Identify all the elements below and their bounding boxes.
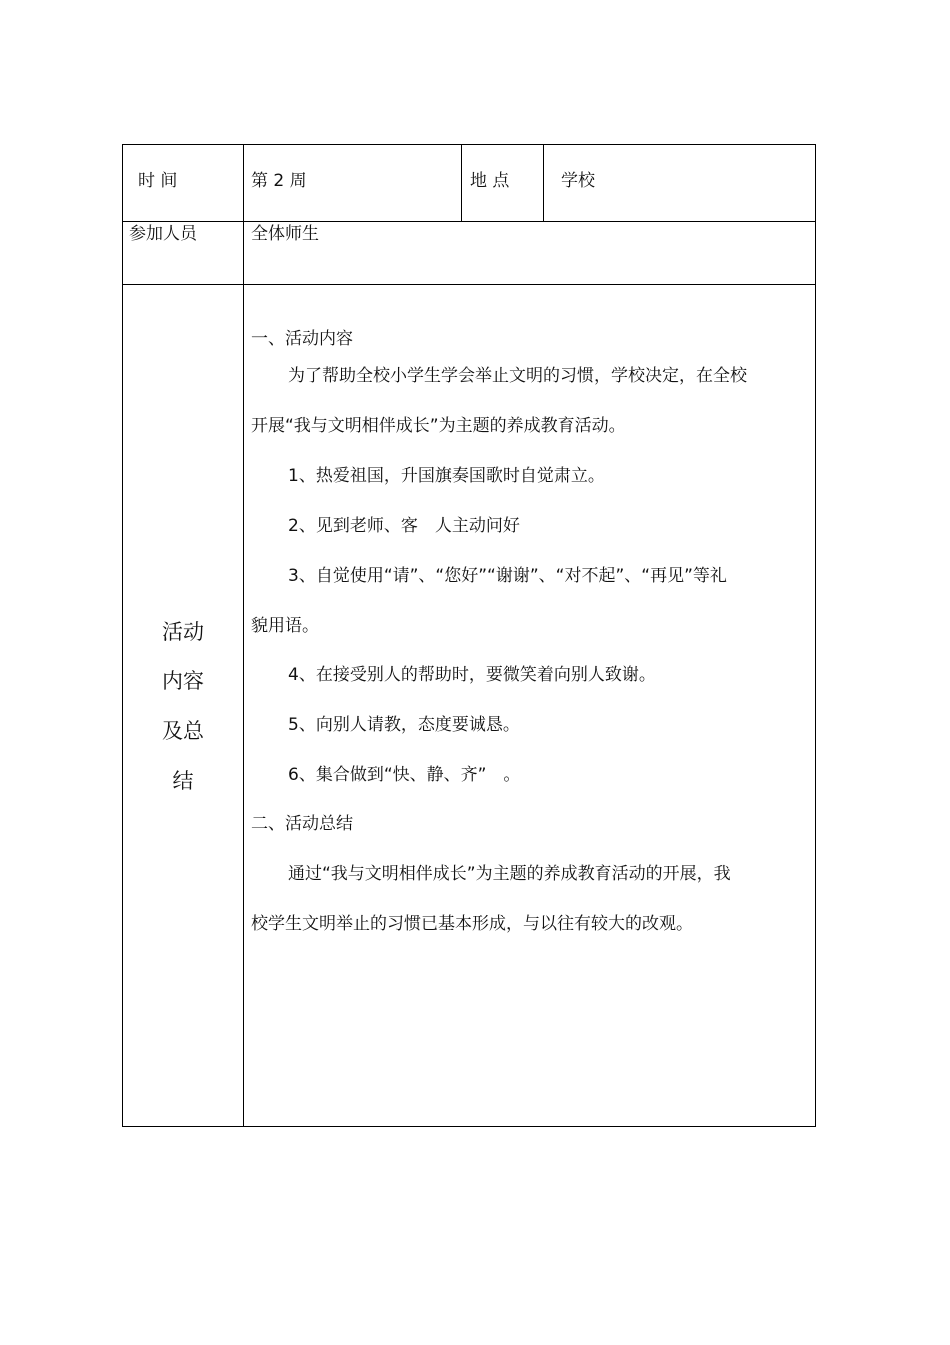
time-label: 时 间 — [138, 171, 178, 191]
table-col-divider-2 — [461, 144, 462, 222]
table-row-divider-1 — [122, 221, 816, 222]
place-label: 地 点 — [470, 171, 510, 191]
activity-side-label-1: 活动 — [162, 620, 204, 644]
list-item-1: 1、热爱祖国，升国旗奏国歌时自觉肃立。 — [288, 466, 605, 486]
table-border-left — [122, 144, 123, 1127]
time-value: 第 2 周 — [251, 171, 307, 191]
activity-side-label-4: 结 — [172, 769, 194, 793]
section-2-title: 二、活动总结 — [251, 814, 353, 834]
participants-value: 全体师生 — [251, 224, 319, 244]
intro-line-2: 开展“我与文明相伴成长”为主题的养成教育活动。 — [251, 416, 626, 436]
summary-line-2: 校学生文明举止的习惯已基本形成，与以往有较大的改观。 — [251, 914, 693, 934]
table-col-divider-3 — [543, 144, 544, 222]
section-1-title: 一、活动内容 — [251, 329, 353, 349]
list-item-6: 6、集合做到“快、静、齐” 。 — [288, 765, 521, 785]
list-item-2: 2、见到老师、客 人主动问好 — [288, 516, 520, 536]
intro-line-1: 为了帮助全校小学生学会举止文明的习惯，学校决定，在全校 — [288, 366, 747, 386]
list-item-4: 4、在接受别人的帮助时，要微笑着向别人致谢。 — [288, 665, 656, 685]
summary-line-1: 通过“我与文明相伴成长”为主题的养成教育活动的开展，我 — [288, 864, 731, 884]
table-border-right — [815, 144, 816, 1127]
list-item-5: 5、向别人请教，态度要诚恳。 — [288, 715, 520, 735]
list-item-3-line-2: 貌用语。 — [251, 616, 319, 636]
activity-side-label-2: 内容 — [162, 669, 204, 693]
place-value: 学校 — [561, 171, 595, 191]
table-col-divider-1 — [243, 144, 244, 1127]
participants-label: 参加人员 — [129, 224, 197, 244]
list-item-3-line-1: 3、自觉使用“请”、“您好”“谢谢”、“对不起”、“再见”等礼 — [288, 566, 727, 586]
activity-side-label-3: 及总 — [162, 719, 204, 743]
table-border-top — [122, 144, 816, 145]
table-row-divider-2 — [122, 284, 816, 285]
table-border-bottom — [122, 1126, 816, 1127]
